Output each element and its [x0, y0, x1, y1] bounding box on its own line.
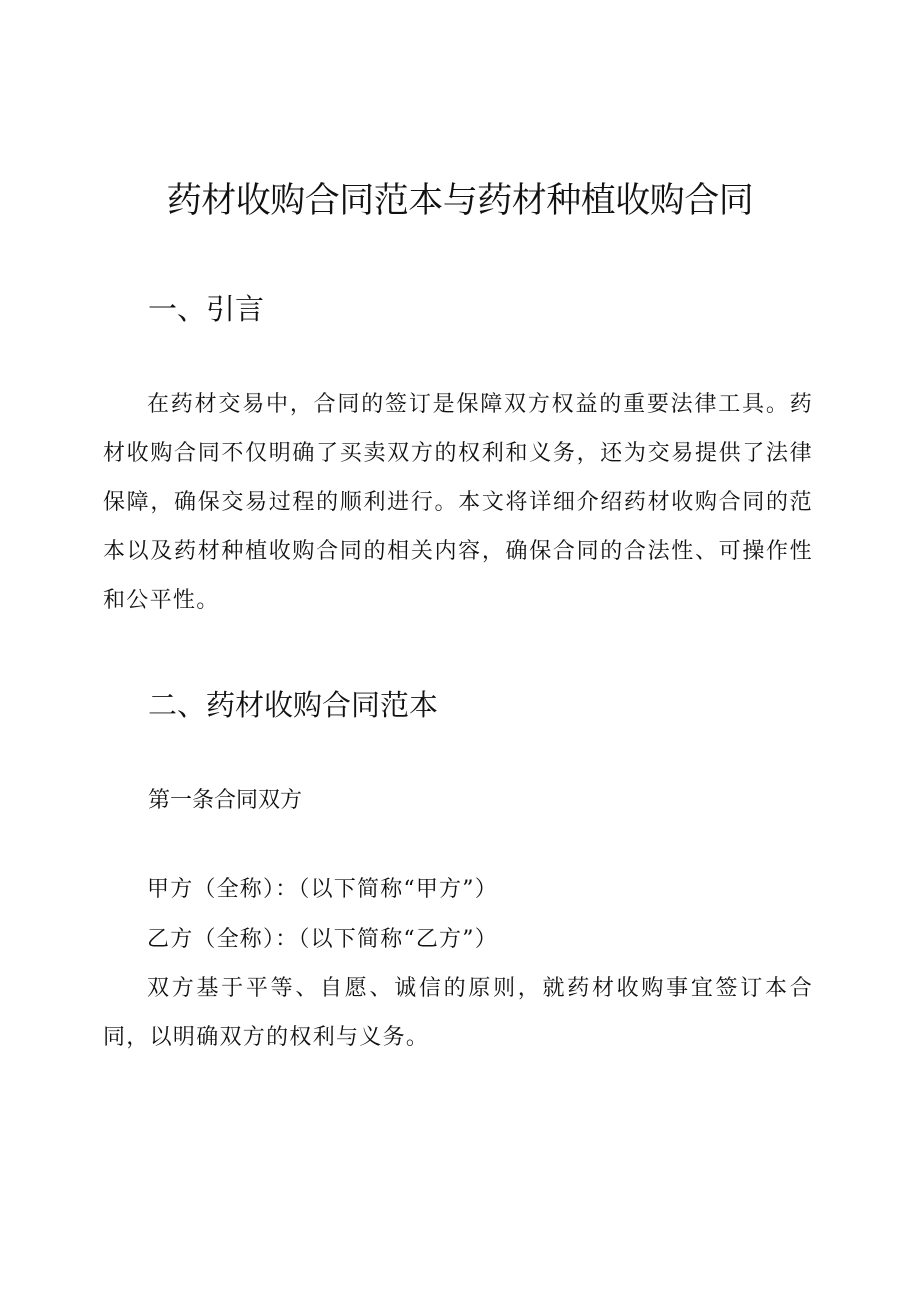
article-heading-parties: 第一条合同双方	[148, 788, 303, 813]
party-b-line: 乙方（全称）：（以下简称“乙方”）	[147, 927, 498, 952]
introduction-paragraph: 在药材交易中，合同的签订是保障双方权益的重要法律工具。药材收购合同不仅明确了买卖双方的权利和义务，还为交易提供了法律保障，确保交易过程的顺利进行。本文将详细介绍药材收购合同的范本以及药材种植收购合同的相关内容，确保合同的合法性、可操作性和公平性。	[103, 392, 813, 613]
section-heading-contract-template: 二、药材收购合同范本	[148, 688, 439, 722]
document-title: 药材收购合同范本与药材种植收购合同	[166, 181, 754, 221]
section-heading-introduction: 一、引言	[148, 292, 265, 326]
parties-principle-paragraph: 双方基于平等、自愿、诚信的原则，就药材收购事宜签订本合同，以明确双方的权利与义务。	[103, 976, 813, 1050]
party-a-line: 甲方（全称）：（以下简称“甲方”）	[147, 877, 498, 902]
